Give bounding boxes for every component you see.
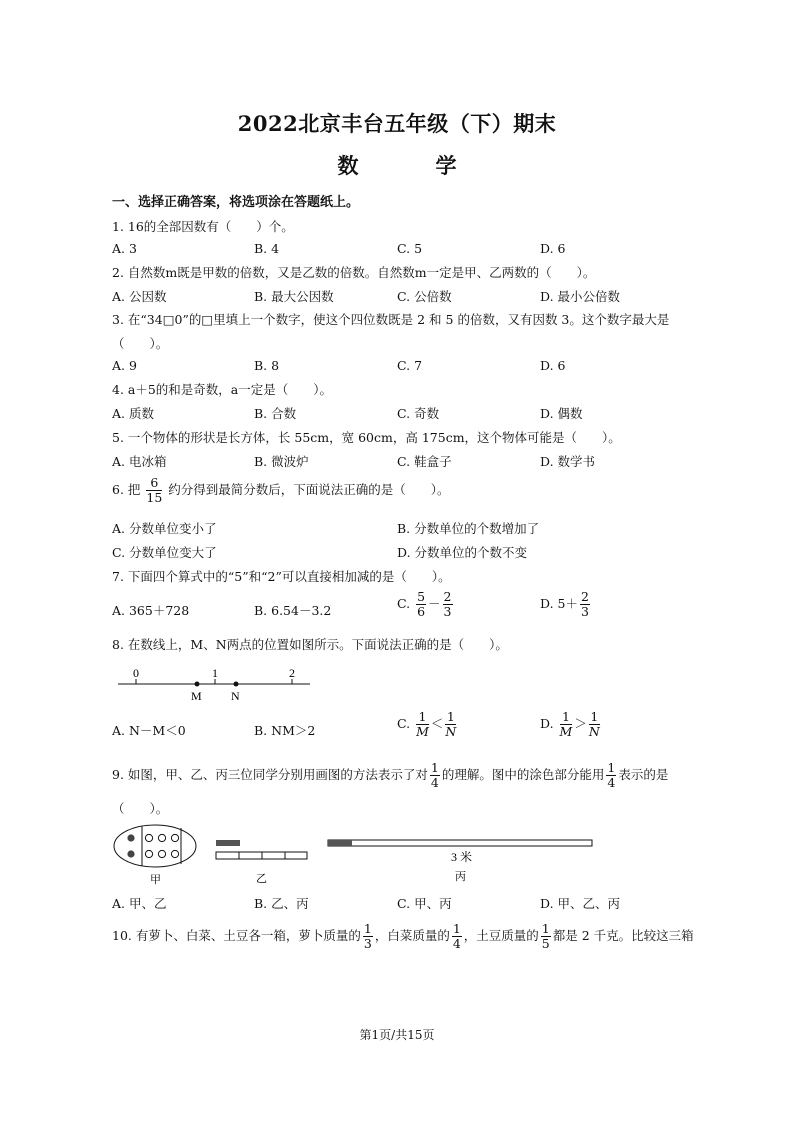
- q8-option-d: D. $\frac{1}{M}$ ＞ $\frac{1}{N}$: [540, 709, 600, 739]
- q3-option-b: B. 8: [254, 358, 280, 373]
- question-1: 1. 16的全部因数有（ ）个。: [112, 219, 294, 234]
- fig-label-jia: 甲: [150, 873, 161, 886]
- point-m: [195, 682, 200, 687]
- q1-option-a: A. 3: [112, 241, 137, 256]
- q3-option-d: D. 6: [540, 358, 566, 373]
- q2-option-b: B. 最大公因数: [254, 289, 334, 304]
- question-4: 4. a＋5的和是奇数，a一定是（ ）。: [112, 382, 333, 397]
- q7-option-d: D. 5＋ $\frac{2}{3}$: [540, 589, 589, 619]
- label-n: N: [231, 689, 240, 703]
- q5-option-b: B. 微波炉: [254, 454, 309, 469]
- q9-option-a: A. 甲、乙: [112, 896, 167, 911]
- fig-jia-shaded-dot: [127, 850, 134, 857]
- fig-jia-shaded-dot: [127, 834, 134, 841]
- q7-option-a: A. 365＋728: [112, 603, 190, 618]
- section-heading: 一、选择正确答案，将选项涂在答题纸上。: [112, 195, 360, 210]
- question-7: 7. 下面四个算式中的“5”和“2”可以直接相加减的是（ ）。: [112, 569, 451, 584]
- question-2: 2. 自然数m既是甲数的倍数，又是乙数的倍数。自然数m一定是甲、乙两数的（ ）。: [112, 265, 596, 280]
- question-5: 5. 一个物体的形状是长方体，长 55cm，宽 60cm，高 175cm，这个物体可能是（ ）。: [112, 430, 621, 445]
- q3-option-a: A. 9: [112, 358, 137, 373]
- tick-label-1: 1: [212, 666, 218, 680]
- q3-option-c: C. 7: [397, 358, 423, 373]
- fig-label-yi: 乙: [256, 872, 267, 885]
- q6-option-c: C. 分数单位变大了: [112, 545, 217, 560]
- q4-option-d: D. 偶数: [540, 406, 583, 421]
- q6-option-d: D. 分数单位的个数不变: [397, 545, 528, 560]
- fraction-6-15: $\frac{6}{15}$: [146, 475, 163, 505]
- page-footer: 第1页/共15页: [359, 1028, 435, 1042]
- fig-bing-shaded: [328, 840, 352, 846]
- point-n: [234, 682, 239, 687]
- q5-option-d: D. 数学书: [540, 454, 596, 469]
- q1-option-b: B. 4: [254, 241, 280, 256]
- q7-option-c: C. $\frac{5}{6}$ － $\frac{2}{3}$: [397, 589, 452, 619]
- fig-yi-shaded: [216, 840, 240, 846]
- question-9-cont: （ ）。: [112, 801, 169, 816]
- q8-option-b: B. NM＞2: [254, 723, 316, 738]
- q6-option-b: B. 分数单位的个数增加了: [397, 521, 540, 536]
- tick-label-0: 0: [133, 666, 139, 680]
- q6-prefix: 6. 把: [112, 481, 141, 497]
- q5-option-a: A. 电冰箱: [112, 454, 167, 469]
- q7-option-b: B. 6.54－3.2: [254, 603, 332, 618]
- q9-option-d: D. 甲、乙、丙: [540, 896, 621, 911]
- q6-option-a: A. 分数单位变小了: [112, 521, 217, 536]
- q1-option-d: D. 6: [540, 241, 566, 256]
- tick-label-2: 2: [289, 666, 295, 680]
- fig-label-bing: 丙: [455, 870, 466, 883]
- label-m: M: [191, 689, 202, 703]
- subject-title: 数 学: [337, 153, 485, 178]
- question-10: 10. 有萝卜、白菜、土豆各一箱，萝卜质量的 $\frac{1}{3}$ ，白菜质量的 $\frac{1}{4}$ ，土豆质量的 $\frac{1}{5}$ 都是 2 千克。比较这三箱: [112, 921, 694, 951]
- q6-suffix: 约分得到最简分数后，下面说法正确的是（ ）。: [168, 481, 450, 497]
- question-3-cont: （ ）。: [112, 336, 169, 351]
- q5-option-c: C. 鞋盒子: [397, 454, 452, 469]
- q1-option-c: C. 5: [397, 241, 423, 256]
- question-3: 3. 在“34□0”的□里填上一个数字，使这个四位数既是 2 和 5 的倍数，又有因数 3。这个数字最大是: [112, 312, 670, 327]
- q4-option-c: C. 奇数: [397, 406, 440, 421]
- q8-option-a: A. N－M＜0: [112, 723, 186, 738]
- page-title: 2022北京丰台五年级（下）期末: [237, 111, 557, 136]
- question-8: 8. 在数线上，M、N两点的位置如图所示。下面说法正确的是（ ）。: [112, 637, 508, 652]
- q8-option-c: C. $\frac{1}{M}$ ＜ $\frac{1}{N}$: [397, 709, 457, 739]
- q2-option-c: C. 公倍数: [397, 289, 452, 304]
- question-9: 9. 如图，甲、乙、丙三位同学分别用画图的方法表示了对 $\frac{1}{4}$ 的理解。图中的涂色部分能用 $\frac{1}{4}$ 表示的是: [112, 760, 669, 790]
- fig-bing-length: 3 米: [451, 850, 473, 864]
- q2-option-d: D. 最小公倍数: [540, 289, 621, 304]
- q2-option-a: A. 公因数: [112, 289, 167, 304]
- q4-option-b: B. 合数: [254, 406, 297, 421]
- q9-option-b: B. 乙、丙: [254, 896, 309, 911]
- q4-option-a: A. 质数: [112, 406, 154, 421]
- fig-jia-ellipse: [114, 825, 196, 867]
- fig-bing-bar: [328, 840, 592, 846]
- q9-option-c: C. 甲、丙: [397, 896, 452, 911]
